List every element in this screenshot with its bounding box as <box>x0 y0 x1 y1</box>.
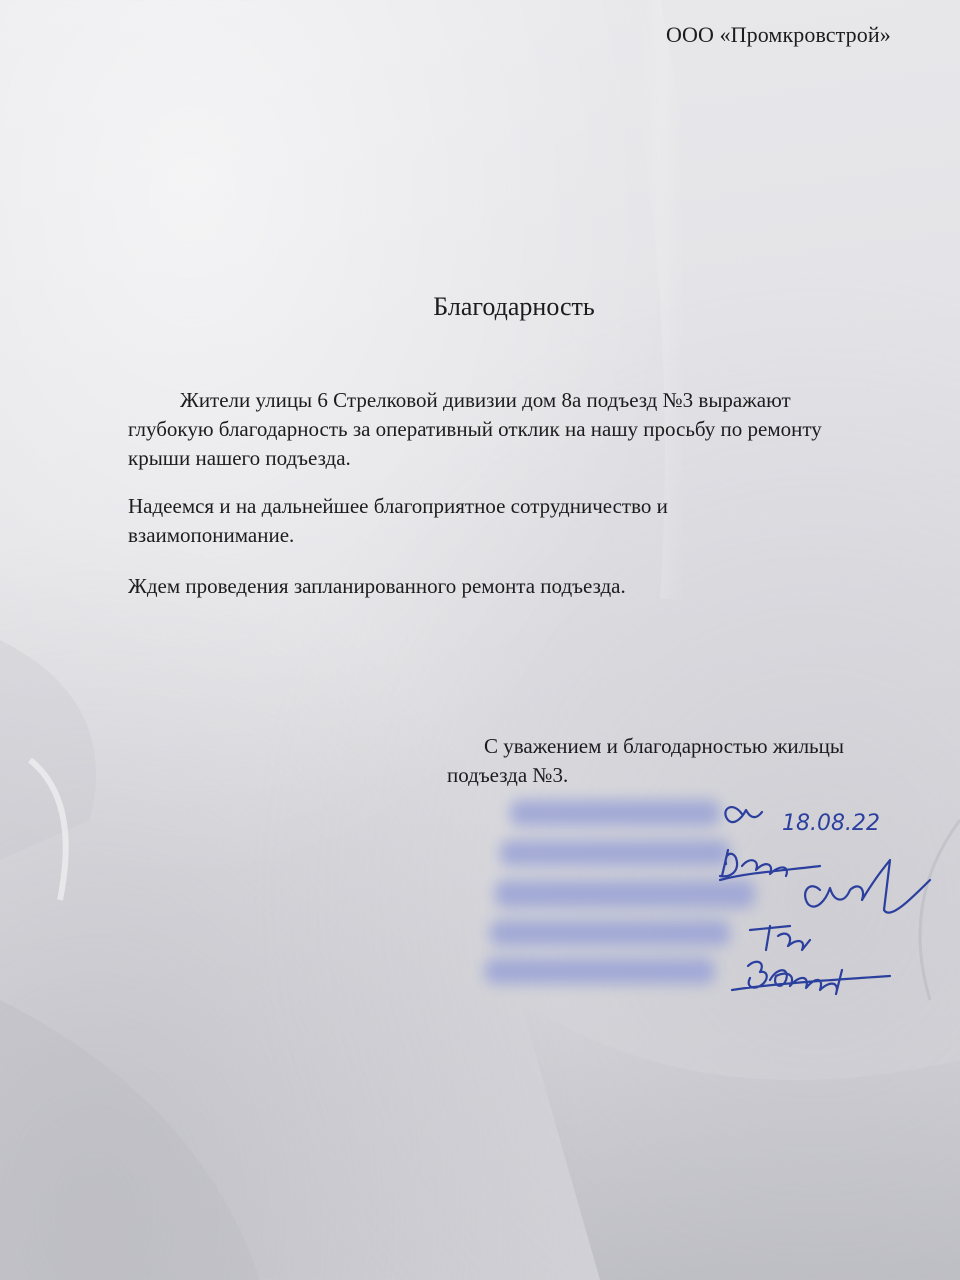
paragraph-line: Жители улицы 6 Стрелковой дивизии дом 8а подъезд №3 выражают <box>180 388 791 412</box>
paragraph-cooperation <box>128 492 668 550</box>
document-title: Благодарность <box>433 292 595 321</box>
redacted-names <box>485 800 755 984</box>
closing-line: С уважением и благодарностью жильцы <box>484 734 844 758</box>
paragraph-line: Надеемся и на дальнейшее благоприятное сотрудничество и <box>128 494 668 518</box>
paragraph-line: взаимопонимание. <box>128 523 295 547</box>
paragraph-expectation: Ждем проведения запланированного ремонта подъезда. <box>128 574 626 598</box>
signature-date: 18.08.22 <box>782 811 880 836</box>
company-name: ООО «Промкровстрой» <box>666 22 891 47</box>
closing-line: подъезда №3. <box>447 763 569 787</box>
paragraph-gratitude <box>128 386 822 473</box>
signature-block <box>470 780 940 1020</box>
paragraph-line: крыши нашего подъезда. <box>128 446 351 470</box>
paragraph-line: глубокую благодарность за оперативный отклик на нашу просьбу по ремонту <box>128 417 822 441</box>
